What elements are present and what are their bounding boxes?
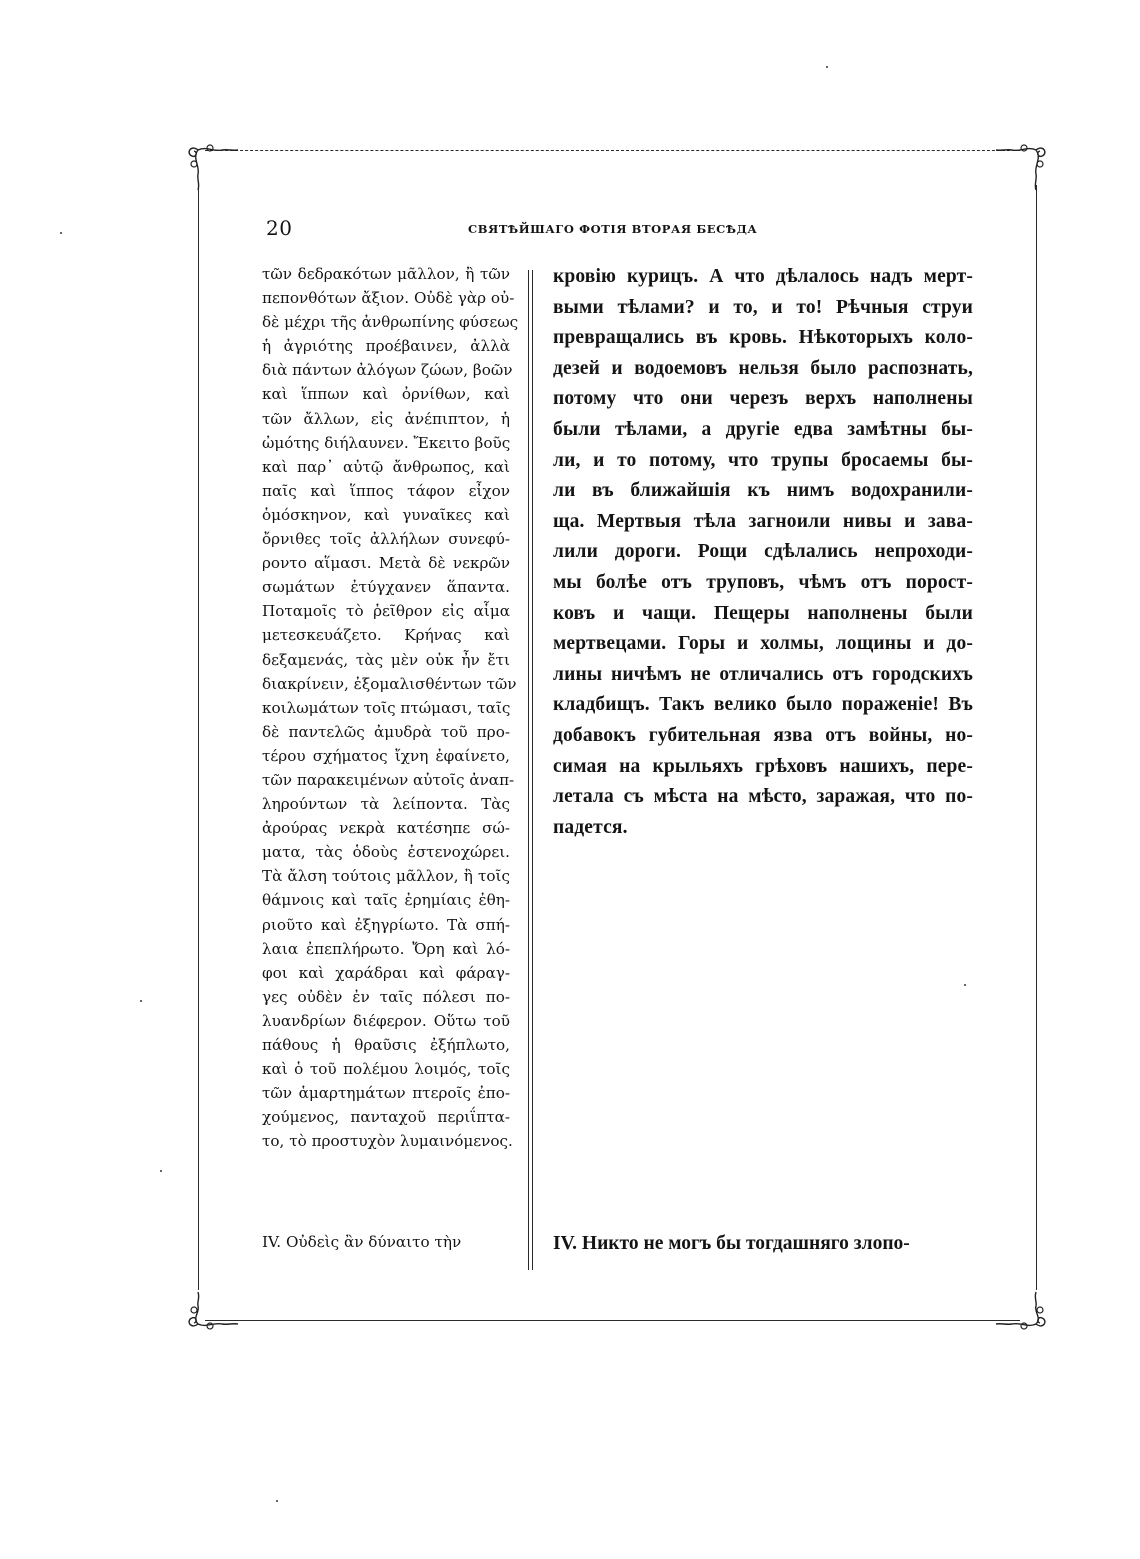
greek-line: διακρίνειν, ἐξομαλισθέντων τῶν [262,674,517,693]
greek-line: ροντο αἵμασι. Μετὰ δὲ νεκρῶν [262,554,510,573]
column-divider [528,270,529,1270]
greek-line: καὶ ἵππων καὶ ὀρνίθων, καὶ [262,385,510,404]
russian-line: ли, и то потому, что трупы бросаемы бы- [553,449,973,471]
greek-line: Ποταμοῖς τὸ ῥεῖθρον εἰς αἷμα [262,602,510,621]
greek-line: λαια ἐπεπλήρωτο. Ὄρη καὶ λό- [262,939,510,958]
greek-line: διὰ πάντων ἀλόγων ζώων, βοῶν [262,361,513,380]
greek-line: παῖς καὶ ἵππος τάφον εἶχον [262,481,510,500]
greek-line: μετεσκευάζετο. Κρήνας καὶ [262,626,510,645]
greek-line: λυανδρίων διέφερον. Οὕτω τοῦ [262,1011,510,1030]
russian-line: потому что они черезъ верхъ наполнены [553,388,973,410]
greek-line: χούμενος, πανταχοῦ περιΐπτα- [262,1108,510,1127]
russian-line: летала съ мѣста на мѣсто, заражая, что по- [553,786,973,808]
page-number: 20 [266,216,293,240]
greek-line: τέρου σχήματος ἴχνη ἐφαίνετο, [262,746,510,765]
russian-line: ли въ ближайшія къ нимъ водохранили- [553,480,973,502]
russian-line: выми тѣлами? и то, и то! Рѣчныя струи [553,296,973,318]
scan-speck [826,66,828,68]
running-title: СВЯТѢЙШАГО ФОТІЯ ВТОРАЯ БЕСѢДА [468,222,758,236]
russian-line: симая на крыльяхъ грѣховъ нашихъ, пере- [553,755,973,777]
greek-line: πάθους ἡ θραῦσις ἐξήπλωτο, [262,1036,510,1054]
frame-top-rule [205,150,1020,151]
corner-ornament-icon [182,138,246,202]
russian-line: дезей и водоемовъ нельзя было распознать, [553,357,973,379]
russian-line: кладбищъ. Такъ велико было пораженіе! Въ [553,694,973,716]
russian-line: кровію курицъ. А что дѣлалось надъ мерт- [553,266,973,287]
russian-line: ковъ и чащи. Пещеры наполнены были [553,602,973,624]
scan-speck [276,1500,278,1502]
greek-line: ριοῦτο καὶ ἐξηγρίωτο. Τὰ σπή- [262,915,510,934]
greek-line: τῶν ἁμαρτημάτων πτεροῖς ἐπο- [262,1084,510,1103]
greek-line: θάμνοις καὶ ταῖς ἐρημίαις ἐθη- [262,891,510,910]
greek-line: δὲ μέχρι τῆς ἀνθρωπίνης φύσεως [262,313,519,332]
russian-line: падется. [553,816,628,838]
greek-line: καὶ παρ᾽ αὐτῷ ἄνθρωπος, καὶ [262,457,510,476]
greek-line: δὲ παντελῶς ἀμυδρὰ τοῦ προ- [262,722,510,741]
greek-line: δεξαμενάς, τὰς μὲν οὐκ ἦν ἔτι [262,650,510,669]
russian-line: мертвецами. Горы и холмы, лощины и до- [553,633,973,655]
greek-line: ἡ ἀγριότης προέβαινεν, ἀλλὰ [262,337,510,356]
greek-line: ὁμόσκηνον, καὶ γυναῖκες καὶ [262,505,510,524]
corner-ornament-icon [988,1290,1052,1354]
greek-line: τῶν ἄλλων, εἰς ἀνέπιπτον, ἡ [262,409,510,428]
scan-speck [60,232,62,234]
greek-paragraph-iv-start: IV. Οὐδεὶς ἂν δύναιτο τὴν [262,1233,462,1251]
greek-line: φοι καὶ χαράδραι καὶ φάραγ- [262,963,510,982]
russian-line: ща. Мертвыя тѣла загноили нивы и зава- [553,510,973,532]
greek-line: ἀρούρας νεκρὰ κατέσηπε σώ- [262,819,510,838]
greek-line: τῶν δεδρακότων μᾶλλον, ἢ τῶν [262,265,510,283]
greek-line: το, τὸ προστυχὸν λυμαινόμενος. [262,1132,513,1151]
corner-ornament-icon [988,138,1052,202]
russian-line: превращались въ кровь. Нѣкоторыхъ коло- [553,327,973,349]
russian-line: добавокъ губительная язва отъ войны, но- [553,724,973,746]
corner-ornament-icon [182,1290,246,1354]
scan-speck [964,984,966,986]
column-divider [532,270,533,1270]
greek-line: τῶν παρακειμένων αὐτοῖς ἀναπ- [262,770,515,789]
greek-line: ὄρνιθες τοῖς ἀλλήλων συνεφύ- [262,530,510,549]
greek-line: ληρούντων τὰ λείποντα. Τὰς [262,795,510,814]
greek-line: γες οὐδὲν ἐν ταῖς πόλεσι πο- [262,987,510,1006]
russian-line: были тѣлами, а другіе едва замѣтны бы- [553,418,973,440]
russian-paragraph-iv-start: IV. Никто не могъ бы тогдашняго злопо- [553,1233,910,1254]
greek-line: κοιλωμάτων τοῖς πτώμασι, ταῖς [262,698,511,717]
scan-speck [160,1170,162,1172]
russian-line: лили дороги. Рощи сдѣлались непроходи- [553,541,973,563]
greek-line: ὠμότης διήλαυνεν. Ἔκειτο βοῦς [262,433,511,452]
scan-speck [140,1000,142,1002]
greek-line: σωμάτων ἐτύγχανεν ἅπαντα. [262,578,510,597]
greek-line: καὶ ὁ τοῦ πολέμου λοιμός, τοῖς [262,1060,510,1079]
russian-line: лины ничѣмъ не отличались отъ городскихъ [553,663,973,685]
russian-text-column [553,262,973,843]
frame-left-rule [198,185,199,1290]
frame-bottom-rule [205,1320,1020,1321]
greek-line: ματα, τὰς ὁδοὺς ἐστενοχώρει. [262,843,510,862]
greek-line: πεπονθότων ἄξιον. Οὐδὲ γὰρ οὐ- [262,289,515,308]
russian-line: мы болѣе отъ труповъ, чѣмъ отъ порост- [553,571,973,593]
frame-right-rule [1036,185,1037,1290]
greek-text-column [262,262,519,1153]
greek-line: Τὰ ἄλση τούτοις μᾶλλον, ἢ τοῖς [262,867,510,886]
